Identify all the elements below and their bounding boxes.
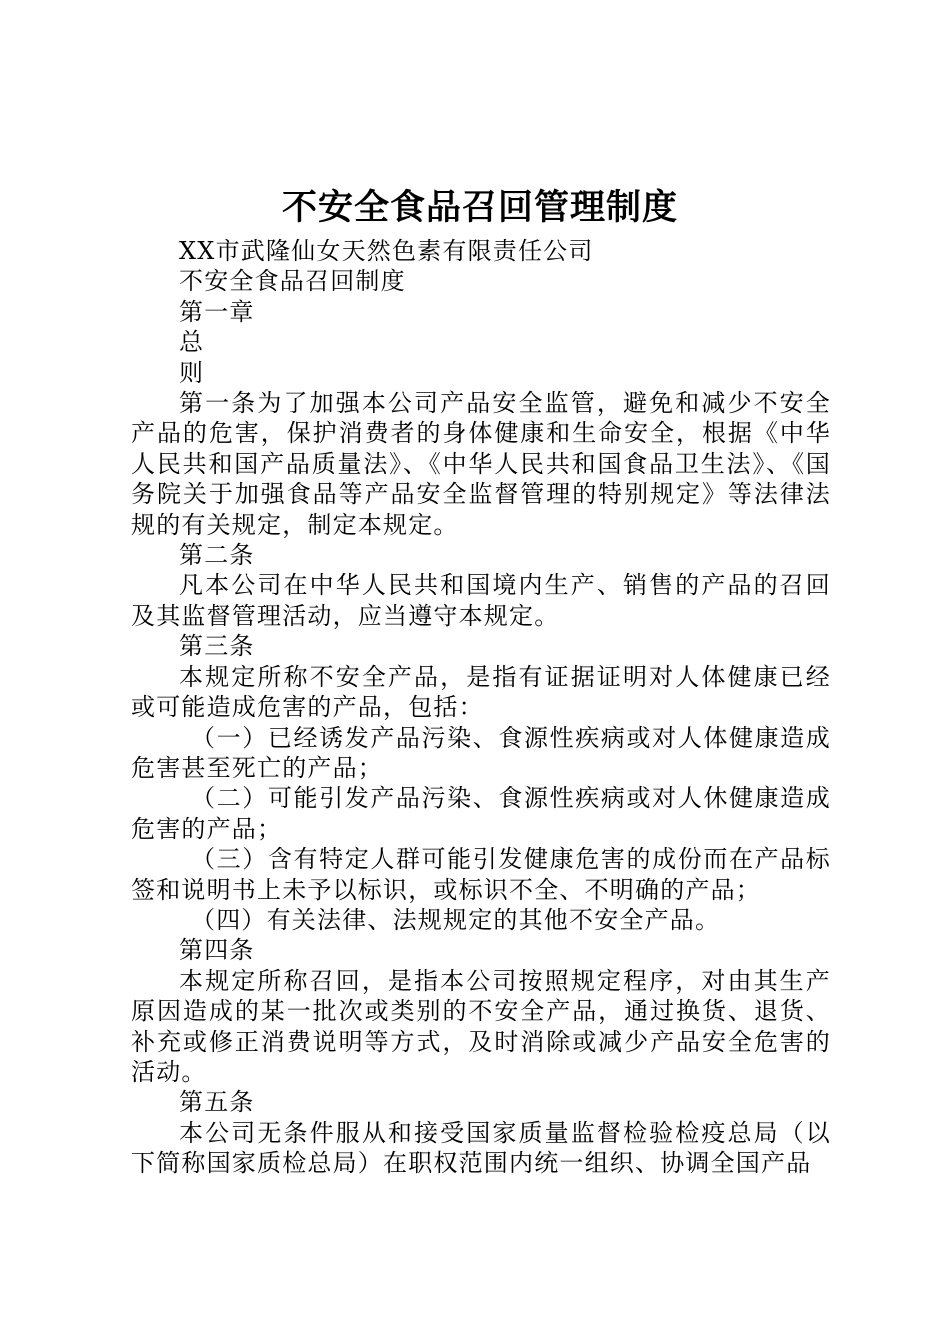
article-paragraph: 第一条为了加强本公司产品安全监管，避免和减少不安全产品的危害，保护消费者的身体健康和生命安全，根据《中华人民共和国产品质量法》、《中华人民共和国食品卫生法》、《国务院关于加强食品等产品安全监督管理的特别规定》等法律法规的有关规定，制定本规定。 — [131, 389, 831, 539]
chapter-title-char: 总 — [179, 328, 205, 357]
company-name: XX市武隆仙女天然色素有限责任公司 — [179, 237, 594, 265]
chapter-title-char: 则 — [179, 358, 205, 387]
regulation-name: 不安全食品召回制度 — [179, 267, 406, 296]
list-item: （四）有关法律、法规规定的其他不安全产品。 — [191, 905, 721, 934]
list-item: （一）已经诱发产品污染、食源性疾病或对人体健康造成危害甚至死亡的产品； — [131, 723, 831, 782]
article-paragraph: 凡本公司在中华人民共和国境内生产、销售的产品的召回及其监督管理活动，应当遵守本规定。 — [131, 571, 831, 630]
article-paragraph: 本规定所称召回，是指本公司按照规定程序，对由其生产原因造成的某一批次或类别的不安全产品，通过换货、退货、补充或修正消费说明等方式，及时消除或减少产品安全危害的活动。 — [131, 966, 831, 1086]
article-heading: 第五条 — [179, 1088, 255, 1117]
article-paragraph: 本公司无条件服从和接受国家质量监督检验检疫总局（以下简称国家质检总局）在职权范围内统一组织、协调全国产品 — [131, 1118, 831, 1178]
chapter-heading: 第一章 — [179, 297, 255, 326]
article-heading: 第二条 — [179, 541, 255, 570]
list-item: （三）含有特定人群可能引发健康危害的成份而在产品标签和说明书上未予以标识，或标识不全、不明确的产品； — [131, 845, 831, 904]
document-title: 不安全食品召回管理制度 — [281, 187, 678, 228]
document-body — [131, 236, 831, 1179]
article-heading: 第三条 — [179, 632, 255, 661]
article-paragraph: 本规定所称不安全产品，是指有证据证明对人体健康已经或可能造成危害的产品，包括： — [131, 662, 831, 722]
list-item: （二）可能引发产品污染、食源性疾病或对人休健康造成危害的产品； — [131, 784, 831, 843]
article-heading: 第四条 — [179, 936, 255, 965]
